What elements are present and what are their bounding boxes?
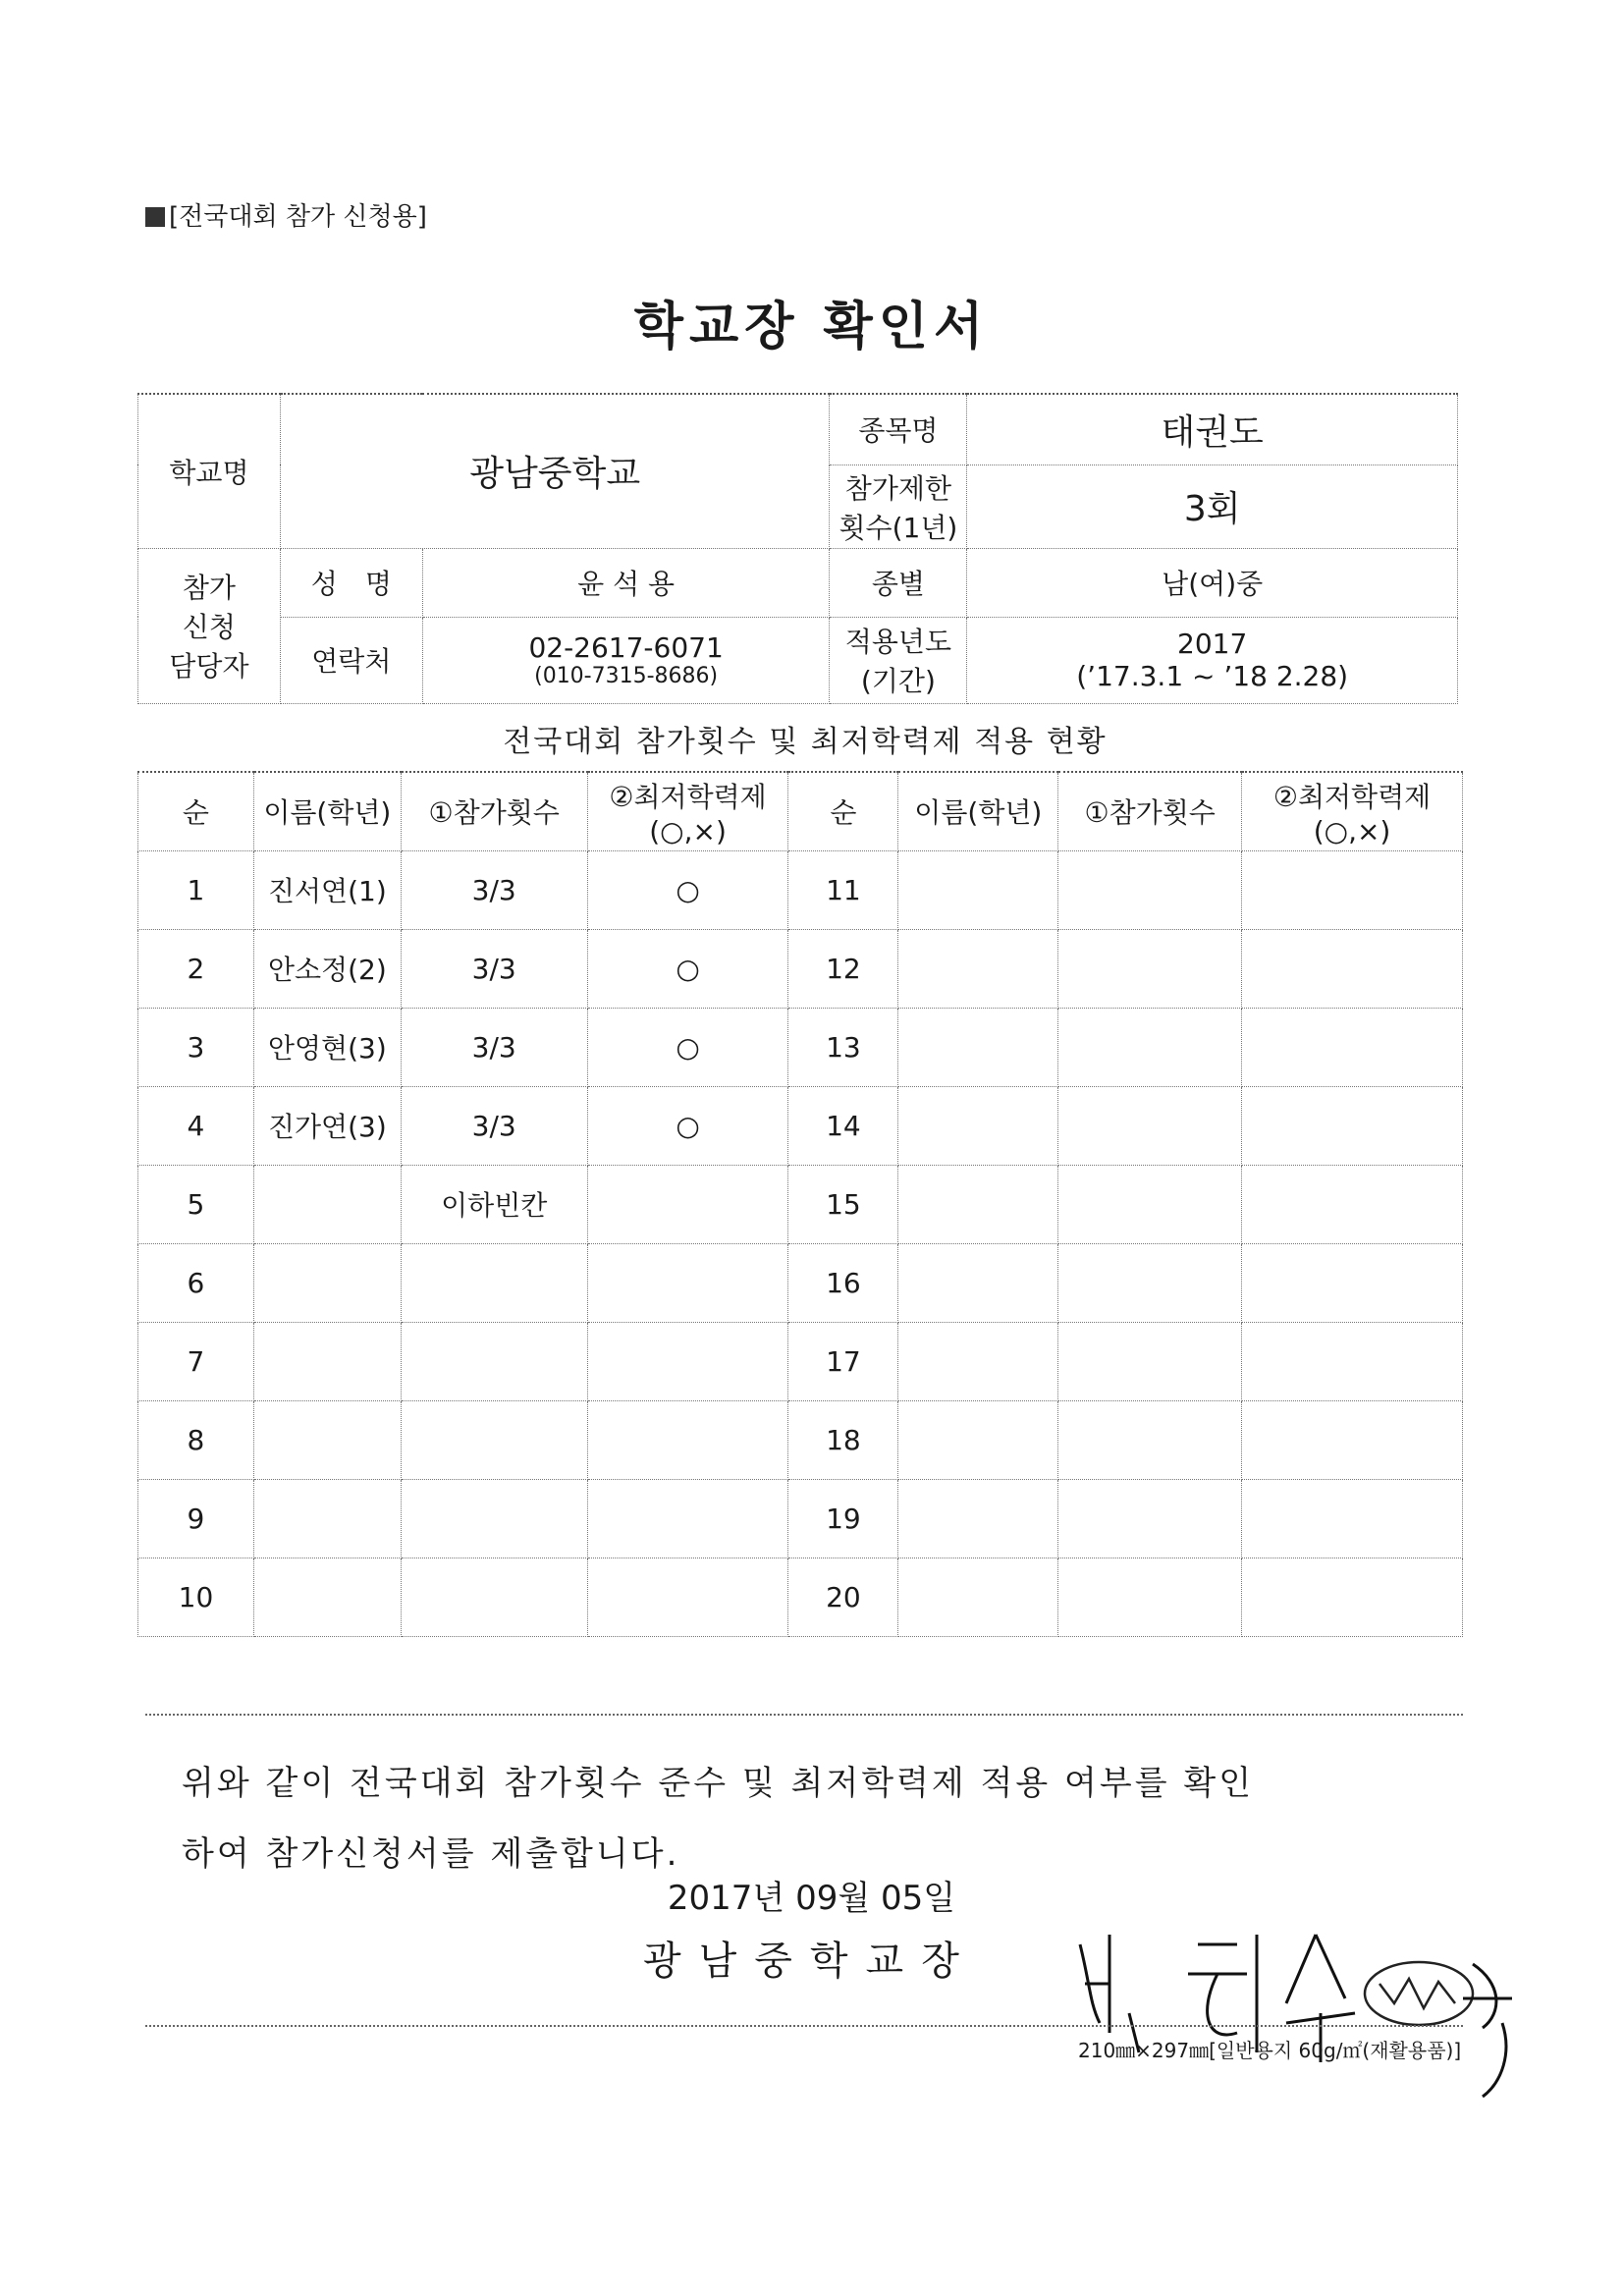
row-count [401, 1322, 587, 1400]
row-count [1058, 1243, 1242, 1322]
row-name [253, 1322, 401, 1400]
status-section-title: 전국대회 참가횟수 및 최저학력제 적용 현황 [503, 725, 1108, 759]
row-seq: 6 [138, 1243, 254, 1322]
table-row [138, 1322, 1463, 1400]
row-seq: 4 [138, 1086, 254, 1165]
row-name [253, 1165, 401, 1243]
sport-label: 종목명 [830, 394, 967, 465]
row-seq: 14 [788, 1086, 898, 1165]
row-academic [587, 1322, 788, 1400]
row-name [898, 1322, 1058, 1400]
row-academic [587, 1165, 788, 1243]
limit-value: 3회 [967, 465, 1458, 548]
contact-label: 연락처 [280, 617, 422, 703]
table-row [138, 1243, 1463, 1322]
row-academic: ○ [587, 929, 788, 1008]
row-academic [587, 1400, 788, 1479]
row-name: 안소정(2) [253, 929, 401, 1008]
row-count [1058, 1400, 1242, 1479]
row-academic: ○ [587, 850, 788, 929]
row-name [898, 1165, 1058, 1243]
row-academic: ○ [587, 1008, 788, 1086]
row-name [898, 1086, 1058, 1165]
row-seq: 9 [138, 1479, 254, 1558]
row-seq: 12 [788, 929, 898, 1008]
row-academic [1242, 1008, 1463, 1086]
row-academic [587, 1243, 788, 1322]
row-count [401, 1479, 587, 1558]
row-seq: 5 [138, 1165, 254, 1243]
document-title: 학교장 확인서 [633, 298, 990, 356]
info-table [137, 393, 1458, 704]
row-academic [1242, 1322, 1463, 1400]
divider [145, 1714, 1463, 1716]
row-name [898, 929, 1058, 1008]
row-count: 3/3 [401, 850, 587, 929]
row-seq: 7 [138, 1322, 254, 1400]
row-academic [1242, 929, 1463, 1008]
contact-value: 02-2617-6071 (010-7315-8686) [422, 617, 830, 703]
gender-value: 남(여)중 [967, 548, 1458, 617]
col-name: 이름(학년) [898, 772, 1058, 850]
col-count: ①참가횟수 [401, 772, 587, 850]
name-value: 윤 석 용 [422, 548, 830, 617]
row-count: 3/3 [401, 1008, 587, 1086]
row-seq: 20 [788, 1558, 898, 1636]
row-academic [1242, 1165, 1463, 1243]
sport-value: 태권도 [967, 394, 1458, 465]
form-type-tag: [전국대회 참가 신청용] [145, 196, 427, 233]
row-seq: 1 [138, 850, 254, 929]
row-academic: ○ [587, 1086, 788, 1165]
row-count [1058, 1086, 1242, 1165]
row-seq: 19 [788, 1479, 898, 1558]
row-academic [587, 1558, 788, 1636]
row-name [898, 1243, 1058, 1322]
row-academic [1242, 1558, 1463, 1636]
row-seq: 18 [788, 1400, 898, 1479]
row-name: 진서연(1) [253, 850, 401, 929]
col-count: ①참가횟수 [1058, 772, 1242, 850]
row-seq: 16 [788, 1243, 898, 1322]
row-seq: 3 [138, 1008, 254, 1086]
confirmation-statement: 위와 같이 전국대회 참가횟수 준수 및 최저학력제 적용 여부를 확인 하여 참가신청서를 제출합니다. [182, 1764, 1255, 1874]
row-name [898, 850, 1058, 929]
row-academic [1242, 1086, 1463, 1165]
row-count [1058, 850, 1242, 929]
table-row [138, 929, 1463, 1008]
table-row [138, 1008, 1463, 1086]
row-count [1058, 1558, 1242, 1636]
row-academic [587, 1479, 788, 1558]
row-seq: 15 [788, 1165, 898, 1243]
col-name: 이름(학년) [253, 772, 401, 850]
table-row [138, 1479, 1463, 1558]
row-name [253, 1400, 401, 1479]
year-label: 적용년도 (기간) [830, 617, 967, 703]
row-academic [1242, 1479, 1463, 1558]
row-seq: 11 [788, 850, 898, 929]
document-date: 2017년 09월 05일 [667, 1879, 956, 1918]
row-name [253, 1558, 401, 1636]
table-row [138, 1165, 1463, 1243]
name-label: 성 명 [280, 548, 422, 617]
gender-label: 종별 [830, 548, 967, 617]
row-seq: 17 [788, 1322, 898, 1400]
row-count: 3/3 [401, 929, 587, 1008]
row-name [253, 1479, 401, 1558]
row-count [1058, 1008, 1242, 1086]
row-academic [1242, 1243, 1463, 1322]
square-bullet-icon [145, 207, 165, 227]
row-name [898, 1479, 1058, 1558]
principal-signature [1070, 1905, 1522, 2102]
row-count: 이하빈칸 [401, 1165, 587, 1243]
col-academic: ②최저학력제 (○,×) [587, 772, 788, 850]
row-count [401, 1243, 587, 1322]
row-seq: 10 [138, 1558, 254, 1636]
row-count: 3/3 [401, 1086, 587, 1165]
row-name [898, 1558, 1058, 1636]
paper-spec-footer: 210㎜×297㎜[일반용지 60g/㎡(재활용품)] [1078, 2039, 1462, 2062]
table-row [138, 1558, 1463, 1636]
row-count [1058, 1322, 1242, 1400]
school-name: 광남중학교 [280, 394, 830, 548]
row-name: 진가연(3) [253, 1086, 401, 1165]
row-academic [1242, 850, 1463, 929]
status-table [137, 771, 1463, 1637]
row-count [1058, 929, 1242, 1008]
principal-title: 광남중학교장 [643, 1939, 977, 1984]
school-label: 학교명 [138, 394, 281, 548]
col-seq: 순 [788, 772, 898, 850]
table-row [138, 1086, 1463, 1165]
row-count [1058, 1165, 1242, 1243]
status-header-row [138, 772, 1463, 850]
row-academic [1242, 1400, 1463, 1479]
divider [145, 2025, 1463, 2027]
row-name: 안영현(3) [253, 1008, 401, 1086]
row-seq: 2 [138, 929, 254, 1008]
col-academic: ②최저학력제 (○,×) [1242, 772, 1463, 850]
row-count [401, 1558, 587, 1636]
row-name [898, 1008, 1058, 1086]
table-row [138, 1400, 1463, 1479]
table-row [138, 850, 1463, 929]
year-value: 2017 (’17.3.1 ~ ’18 2.28) [967, 617, 1458, 703]
col-seq: 순 [138, 772, 254, 850]
applicant-label: 참가 신청 담당자 [138, 548, 281, 703]
row-name [253, 1243, 401, 1322]
row-name [898, 1400, 1058, 1479]
row-count [1058, 1479, 1242, 1558]
limit-label: 참가제한 횟수(1년) [830, 465, 967, 548]
row-count [401, 1400, 587, 1479]
row-seq: 13 [788, 1008, 898, 1086]
row-seq: 8 [138, 1400, 254, 1479]
